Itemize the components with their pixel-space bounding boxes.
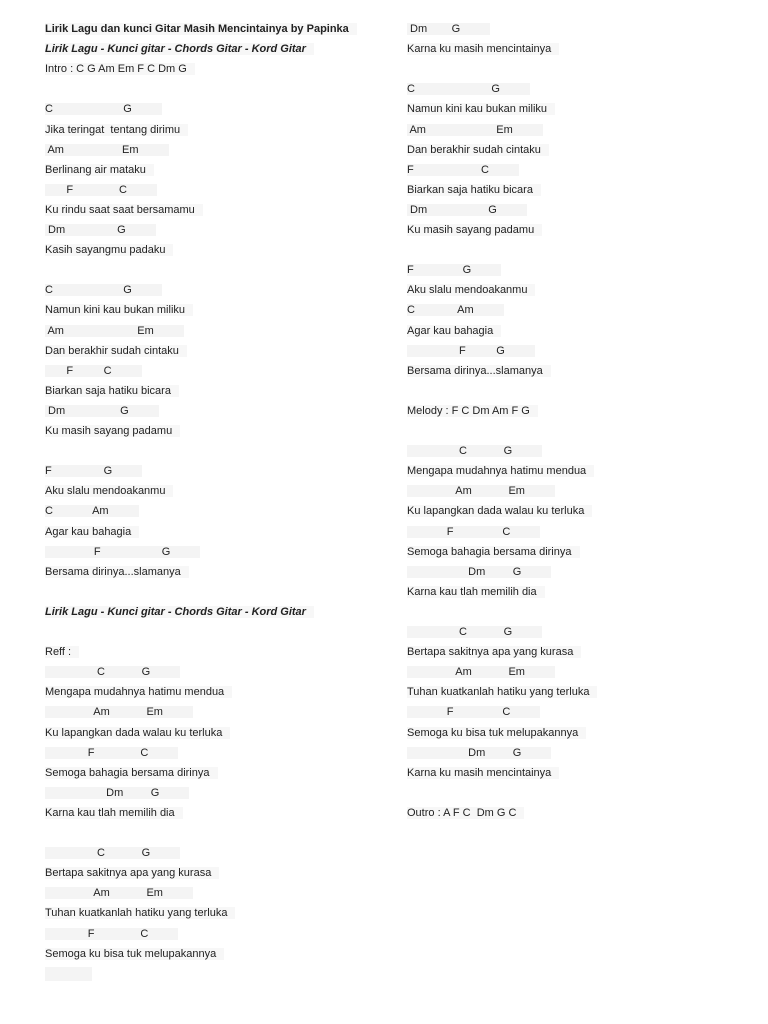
lyric-line-text: Semoga bahagia bersama dirinya bbox=[407, 546, 580, 558]
lyric-line bbox=[45, 525, 139, 539]
chord-line-text: C G bbox=[45, 666, 180, 678]
chord-line bbox=[45, 504, 139, 518]
lyric-line bbox=[45, 766, 218, 780]
chord-line bbox=[45, 102, 162, 116]
chord-line bbox=[407, 625, 542, 639]
lyric-line bbox=[45, 565, 189, 579]
lyric-line-text: Bersama dirinya...slamanya bbox=[45, 566, 189, 578]
lyric-line-text: Tuhan kuatkanlah hatiku yang terluka bbox=[45, 907, 235, 919]
lyric-line-text: Tuhan kuatkanlah hatiku yang terluka bbox=[407, 686, 597, 698]
chord-line-text: C G bbox=[407, 626, 542, 638]
lyric-line bbox=[45, 243, 173, 257]
lyric-line-text: Bertapa sakitnya apa yang kurasa bbox=[407, 646, 581, 658]
lyric-line bbox=[407, 283, 535, 297]
lyric-line bbox=[45, 163, 154, 177]
chord-line-text: Dm G bbox=[407, 747, 551, 759]
lyric-line-text: Ku rindu saat saat bersamamu bbox=[45, 204, 203, 216]
lyric-line-text: Jika teringat tentang dirimu bbox=[45, 124, 188, 136]
lyric-line-text: Outro : A F C Dm G C bbox=[407, 807, 524, 819]
chord-line-text: F C bbox=[407, 706, 540, 718]
chord-line-text: Am Em bbox=[45, 325, 184, 337]
lyric-line-text: Ku masih sayang padamu bbox=[407, 224, 542, 236]
chord-line-text: Dm G bbox=[45, 224, 156, 236]
lyric-line-text: Semoga ku bisa tuk melupakannya bbox=[407, 727, 586, 739]
lyric-line bbox=[407, 102, 555, 116]
section-subtitle bbox=[45, 605, 314, 619]
lyric-line bbox=[407, 183, 541, 197]
lyric-line-text: Biarkan saja hatiku bicara bbox=[45, 385, 179, 397]
lyric-line-text: Agar kau bahagia bbox=[407, 325, 501, 337]
chord-line-text: C G bbox=[407, 445, 542, 457]
lyric-line-text: Biarkan saja hatiku bicara bbox=[407, 184, 541, 196]
chord-line bbox=[407, 565, 551, 579]
chord-line bbox=[407, 444, 542, 458]
chord-line bbox=[45, 283, 162, 297]
chord-line bbox=[407, 525, 540, 539]
chord-line bbox=[407, 82, 530, 96]
chord-line bbox=[45, 927, 178, 941]
lyric-line bbox=[45, 203, 203, 217]
lyric-line bbox=[407, 545, 580, 559]
lyric-line-text: Namun kini kau bukan miliku bbox=[407, 103, 555, 115]
chord-line-text: F C bbox=[45, 184, 157, 196]
chord-line-text: F C bbox=[45, 747, 178, 759]
lyric-line-text: Mengapa mudahnya hatimu mendua bbox=[45, 686, 232, 698]
chord-line-text: C Am bbox=[407, 304, 504, 316]
lyric-line bbox=[407, 324, 501, 338]
lyric-line-text: Bersama dirinya...slamanya bbox=[407, 365, 551, 377]
chord-line bbox=[45, 665, 180, 679]
chord-line bbox=[45, 545, 200, 559]
section-subtitle-text: Lirik Lagu - Kunci gitar - Chords Gitar - Kord Gitar bbox=[45, 43, 314, 55]
lyric-line-text: Ku lapangkan dada walau ku terluka bbox=[45, 727, 230, 739]
chord-line-text: Am Em bbox=[45, 887, 193, 899]
section-subtitle bbox=[45, 42, 314, 56]
lyric-line bbox=[45, 906, 235, 920]
chord-line-text: F C bbox=[45, 365, 142, 377]
chord-line bbox=[407, 203, 527, 217]
lyric-line bbox=[45, 645, 79, 659]
lyric-line-text: Kasih sayangmu padaku bbox=[45, 244, 173, 256]
chord-line-text: Am Em bbox=[407, 485, 555, 497]
chord-line-text: F G bbox=[407, 345, 535, 357]
lyric-line bbox=[407, 726, 586, 740]
chord-line bbox=[45, 324, 184, 338]
lyric-line-text: Bertapa sakitnya apa yang kurasa bbox=[45, 867, 219, 879]
lyric-line bbox=[45, 685, 232, 699]
lyric-line-text: Karna ku masih mencintainya bbox=[407, 43, 559, 55]
chord-line-text: F G bbox=[45, 465, 142, 477]
lyric-line-text: Berlinang air mataku bbox=[45, 164, 154, 176]
lyric-line bbox=[45, 424, 180, 438]
chord-line bbox=[407, 123, 543, 137]
chord-line bbox=[407, 22, 490, 36]
lyric-line-text: Melody : F C Dm Am F G bbox=[407, 405, 538, 417]
chord-line-text: Dm G bbox=[407, 23, 490, 35]
chord-line-text: F C bbox=[407, 526, 540, 538]
chord-line-text: C G bbox=[407, 83, 530, 95]
lyric-line-text: Semoga ku bisa tuk melupakannya bbox=[45, 948, 224, 960]
lyric-line bbox=[407, 806, 524, 820]
lyric-line-text: Reff : bbox=[45, 646, 79, 658]
chord-line bbox=[45, 746, 178, 760]
chord-line bbox=[45, 364, 142, 378]
lyric-line-text: Semoga bahagia bersama dirinya bbox=[45, 767, 218, 779]
chord-line bbox=[407, 665, 555, 679]
lyric-line bbox=[45, 484, 173, 498]
section-subtitle-text: Lirik Lagu - Kunci gitar - Chords Gitar - Kord Gitar bbox=[45, 606, 314, 618]
chord-line-text: F G bbox=[45, 546, 200, 558]
chord-line-text: C Am bbox=[45, 505, 139, 517]
chord-line-text: F G bbox=[407, 264, 501, 276]
chord-line bbox=[45, 143, 169, 157]
lyric-line bbox=[407, 585, 545, 599]
chord-line bbox=[407, 344, 535, 358]
lyric-line bbox=[45, 123, 188, 137]
lyric-line-text: Ku masih sayang padamu bbox=[45, 425, 180, 437]
chord-line bbox=[407, 163, 519, 177]
chord-line bbox=[45, 846, 180, 860]
lyric-line bbox=[45, 62, 195, 76]
chord-line bbox=[45, 404, 159, 418]
lyric-line bbox=[407, 464, 594, 478]
chord-line bbox=[407, 263, 501, 277]
chord-line-text: Am Em bbox=[407, 666, 555, 678]
lyric-line bbox=[407, 223, 542, 237]
lyric-line bbox=[407, 404, 538, 418]
lyric-line-text: Karna kau tlah memilih dia bbox=[407, 586, 545, 598]
chord-line-text: Am Em bbox=[45, 706, 193, 718]
chord-line-text: Dm G bbox=[407, 204, 527, 216]
chord-line bbox=[407, 705, 540, 719]
chord-line-text: F C bbox=[45, 928, 178, 940]
lyric-line-text: Karna kau tlah memilih dia bbox=[45, 807, 183, 819]
lyric-line-text: Aku slalu mendoakanmu bbox=[45, 485, 173, 497]
lyric-line bbox=[45, 806, 183, 820]
chord-line bbox=[45, 464, 142, 478]
lyric-line-text: Ku lapangkan dada walau ku terluka bbox=[407, 505, 592, 517]
lyric-line-text: Intro : C G Am Em F C Dm G bbox=[45, 63, 195, 75]
chord-line-text: C G bbox=[45, 284, 162, 296]
lyric-line-text: Agar kau bahagia bbox=[45, 526, 139, 538]
lyric-line bbox=[45, 344, 187, 358]
chord-line bbox=[45, 786, 189, 800]
chord-line bbox=[407, 746, 551, 760]
lyric-line bbox=[407, 766, 559, 780]
chord-line-text: C G bbox=[45, 103, 162, 115]
lyric-line-text: Mengapa mudahnya hatimu mendua bbox=[407, 465, 594, 477]
lyric-line bbox=[407, 364, 551, 378]
chord-line bbox=[45, 223, 156, 237]
chord-line-text: Am Em bbox=[407, 124, 543, 136]
chord-line-text: Am Em bbox=[45, 144, 169, 156]
lyric-line-text: Aku slalu mendoakanmu bbox=[407, 284, 535, 296]
lyric-line-text: Namun kini kau bukan miliku bbox=[45, 304, 193, 316]
blank-chord-box bbox=[45, 967, 92, 981]
page-title bbox=[45, 22, 357, 36]
lyric-line bbox=[45, 303, 193, 317]
lyric-line bbox=[407, 645, 581, 659]
chord-line-text: Dm G bbox=[407, 566, 551, 578]
lyric-line bbox=[407, 42, 559, 56]
page-title-text: Lirik Lagu dan kunci Gitar Masih Mencintainya by Papinka bbox=[45, 23, 357, 35]
chord-line-text: C G bbox=[45, 847, 180, 859]
lyric-line bbox=[407, 143, 549, 157]
lyric-line-text: Karna ku masih mencintainya bbox=[407, 767, 559, 779]
lyric-line-text: Dan berakhir sudah cintaku bbox=[407, 144, 549, 156]
lyric-line bbox=[45, 947, 224, 961]
chord-line bbox=[45, 183, 157, 197]
lyric-line bbox=[45, 726, 230, 740]
chord-line-text: Dm G bbox=[45, 787, 189, 799]
chord-line-text: F C bbox=[407, 164, 519, 176]
chord-line-text: Dm G bbox=[45, 405, 159, 417]
lyric-line bbox=[407, 504, 592, 518]
chord-line bbox=[407, 303, 504, 317]
lyric-line bbox=[407, 685, 597, 699]
chord-line bbox=[45, 705, 193, 719]
chord-line bbox=[407, 484, 555, 498]
lyric-line-text: Dan berakhir sudah cintaku bbox=[45, 345, 187, 357]
lyric-line bbox=[45, 866, 219, 880]
lyric-line bbox=[45, 384, 179, 398]
chord-line bbox=[45, 886, 193, 900]
